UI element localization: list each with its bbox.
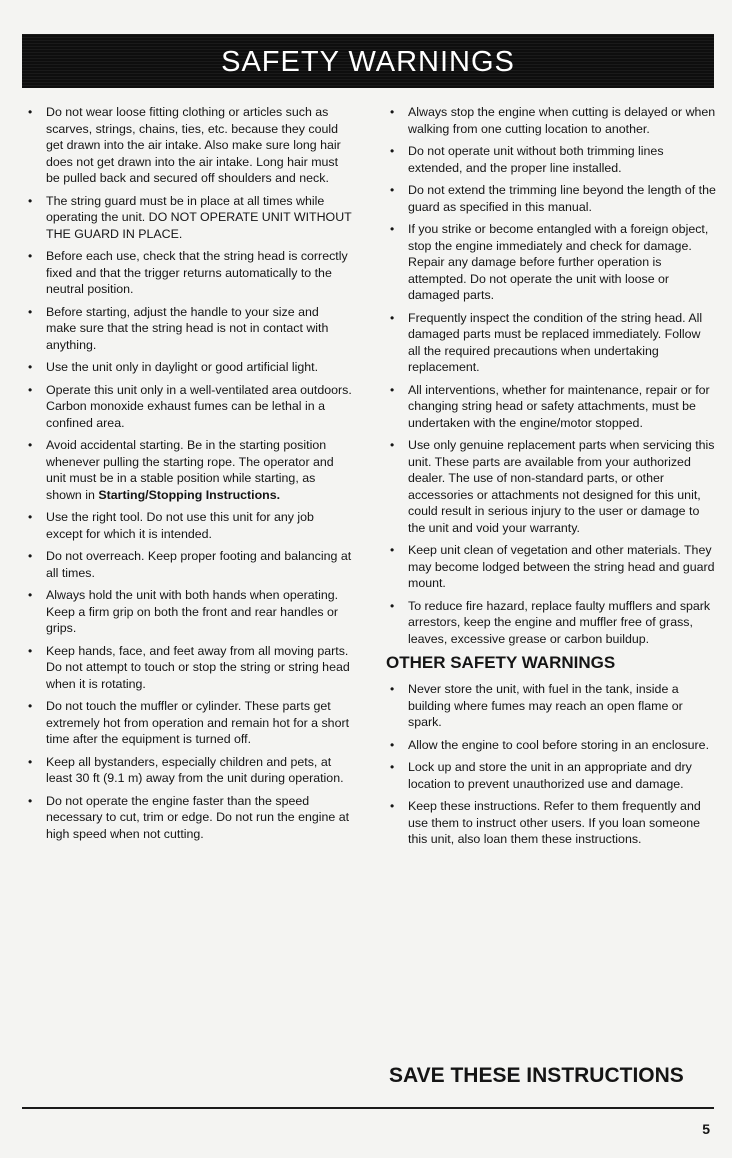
list-item: • Lock up and store the unit in an appropriate and dry location to prevent unauthorized use and damage. xyxy=(386,759,716,792)
footer-divider xyxy=(22,1107,714,1109)
bold-reference: Starting/Stopping Instructions. xyxy=(98,487,281,502)
list-item: • Frequently inspect the condition of the string head. All damaged parts must be replaced immediately. Follow all the required precautions when undertaking replacement. xyxy=(386,310,716,376)
list-item: • Keep all bystanders, especially children and pets, at least 30 ft (9.1 m) away from the unit during operation. xyxy=(24,754,352,787)
save-instructions-heading: SAVE THESE INSTRUCTIONS xyxy=(389,1064,684,1087)
list-item: • Do not touch the muffler or cylinder. These parts get extremely hot from operation and remain hot for a short time after the equipment is turned off. xyxy=(24,698,352,748)
list-item: • To reduce fire hazard, replace faulty mufflers and spark arrestors, keep the engine and muffler free of grass, leaves, excessive grease or carbon buildup. xyxy=(386,598,716,648)
right-column xyxy=(386,104,716,854)
list-item: • Keep hands, face, and feet away from all moving parts. Do not attempt to touch or stop the string or string head when it is rotating. xyxy=(24,643,352,693)
list-item: • All interventions, whether for maintenance, repair or for changing string head or safety attachments, must be undertaken with the engine/motor stopped. xyxy=(386,382,716,432)
list-item: • Always stop the engine when cutting is delayed or when walking from one cutting location to another. xyxy=(386,104,716,137)
section-heading: OTHER SAFETY WARNINGS xyxy=(386,653,616,672)
list-item xyxy=(24,437,352,503)
list-item: • Keep these instructions. Refer to them frequently and use them to instruct other users. If you loan someone this unit, also loan them these instructions. xyxy=(386,798,716,848)
list-item: • Never store the unit, with fuel in the tank, inside a building where fumes may reach an open flame or spark. xyxy=(386,681,716,731)
list-item: • Keep unit clean of vegetation and other materials. They may become lodged between the string head and guard mount. xyxy=(386,542,716,592)
title-banner xyxy=(22,34,714,88)
list-item: • Use the right tool. Do not use this unit for any job except for which it is intended. xyxy=(24,509,352,542)
list-item: • Do not wear loose fitting clothing or articles such as scarves, strings, chains, ties, etc. because they could get drawn into the air intake. Also make sure long hair does not get drawn into the air intake. Long hair must be pulled back and secured off shoulders and neck. xyxy=(24,104,352,187)
left-warning-list xyxy=(24,104,352,842)
list-item: • Do not extend the trimming line beyond the length of the guard as specified in this manual. xyxy=(386,182,716,215)
list-item: • Do not operate the engine faster than the speed necessary to cut, trim or edge. Do not run the engine at high speed when not cutting. xyxy=(24,793,352,843)
page-title: SAFETY WARNINGS xyxy=(221,46,515,78)
right-warning-list xyxy=(386,104,716,647)
list-item: • Before starting, adjust the handle to your size and make sure that the string head is not in contact with anything. xyxy=(24,304,352,354)
list-item-text: Avoid accidental starting. Be in the starting position whenever pulling the starting rope. The operator and unit must be in a stable position while starting, as shown in xyxy=(46,438,334,502)
list-item: • Always hold the unit with both hands when operating. Keep a firm grip on both the front and rear handles or grips. xyxy=(24,587,352,637)
list-item: • Use only genuine replacement parts when servicing this unit. These parts are available from your authorized dealer. The use of non-standard parts, or other accessories or attachments not designed for this unit, could result in serious injury to the user or damage to the unit and void your warranty. xyxy=(386,437,716,536)
other-warning-list xyxy=(386,681,716,848)
list-item: • Operate this unit only in a well-ventilated area outdoors. Carbon monoxide exhaust fumes can be lethal in a confined area. xyxy=(24,382,352,432)
left-column xyxy=(24,104,352,848)
list-item: • Do not overreach. Keep proper footing and balancing at all times. xyxy=(24,548,352,581)
list-item: • Allow the engine to cool before storing in an enclosure. xyxy=(386,737,716,754)
list-item: • Do not operate unit without both trimming lines extended, and the proper line installed. xyxy=(386,143,716,176)
page-number: 5 xyxy=(702,1121,710,1137)
list-item: • Before each use, check that the string head is correctly fixed and that the trigger returns automatically to the neutral position. xyxy=(24,248,352,298)
list-item: • If you strike or become entangled with a foreign object, stop the engine immediately and check for damage. Repair any damage before further operation is attempted. Do not operate the unit with loose or damaged parts. xyxy=(386,221,716,304)
list-item: • The string guard must be in place at all times while operating the unit. DO NOT OPERATE UNIT WITHOUT THE GUARD IN PLACE. xyxy=(24,193,352,243)
list-item: • Use the unit only in daylight or good artificial light. xyxy=(24,359,352,376)
